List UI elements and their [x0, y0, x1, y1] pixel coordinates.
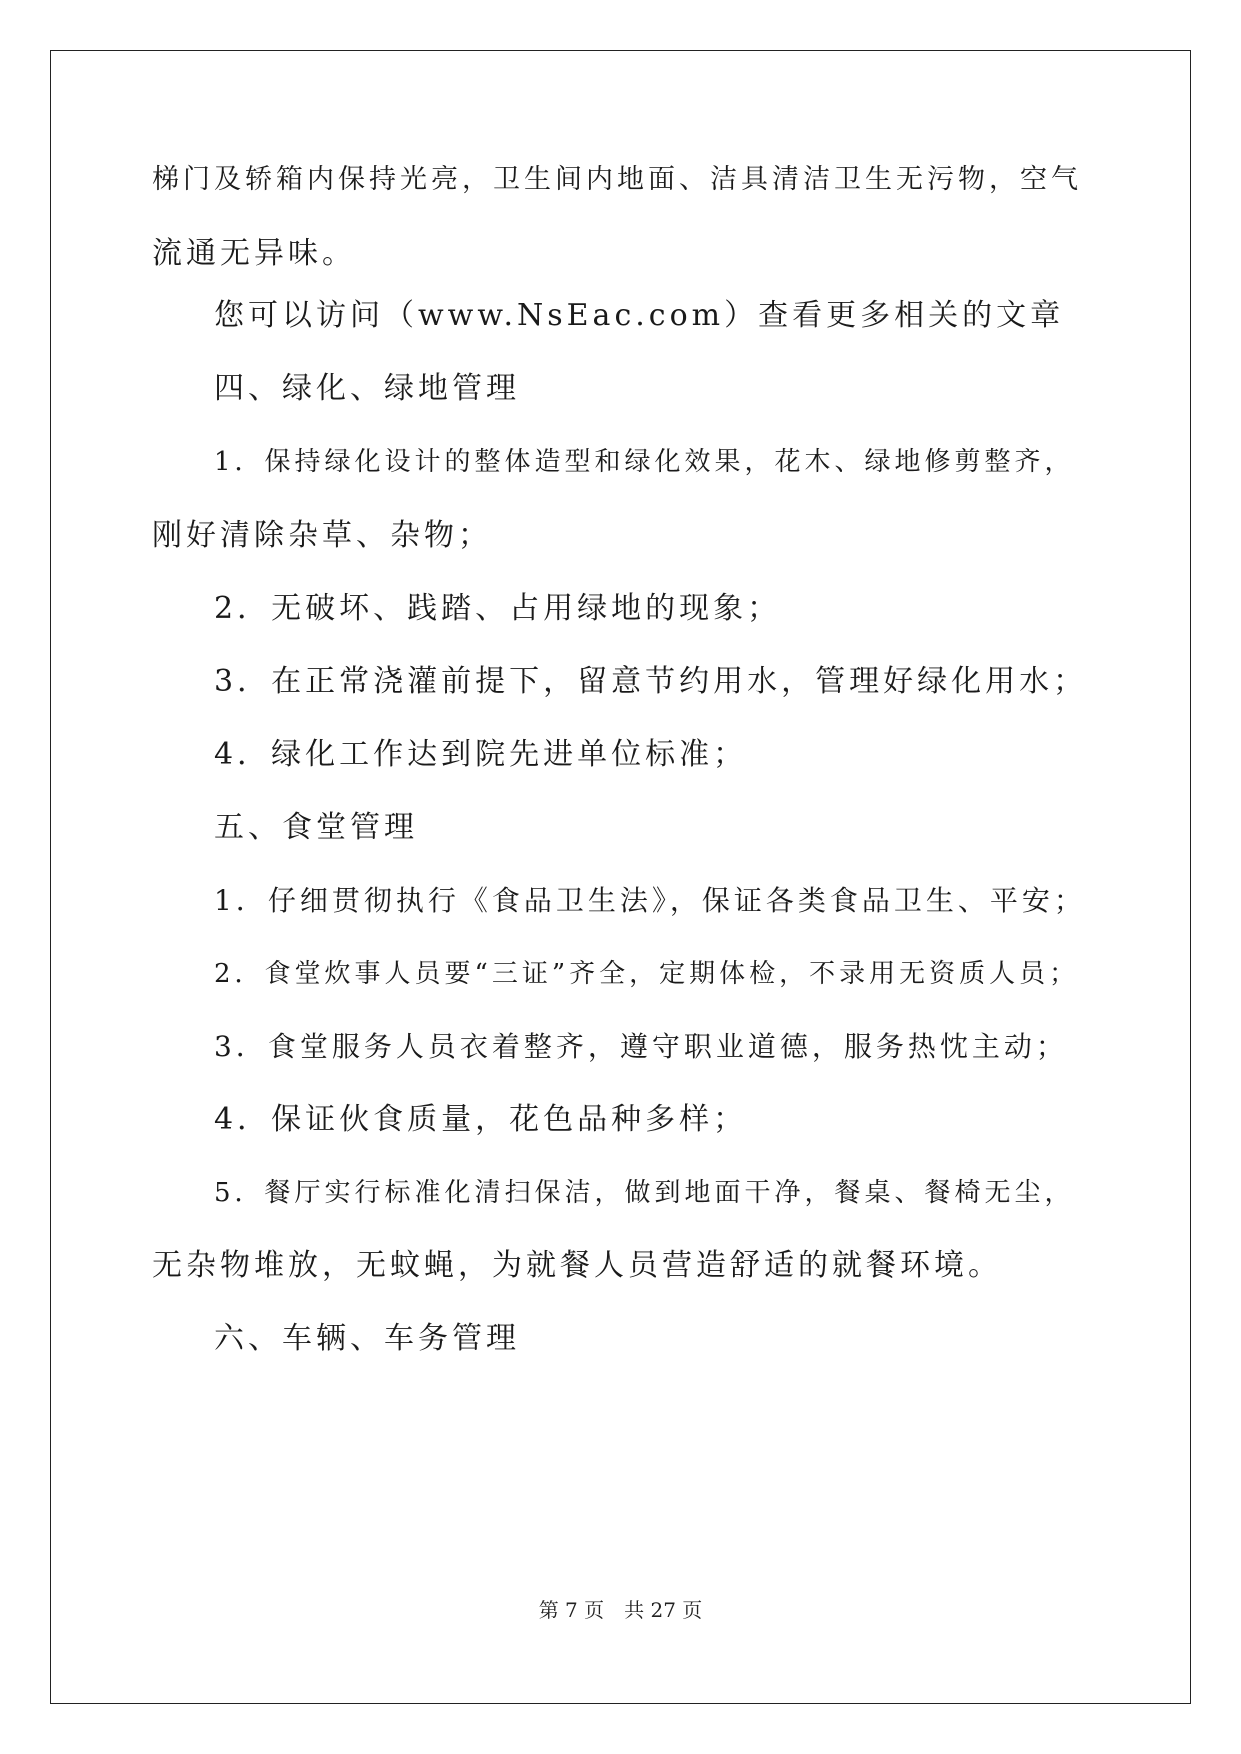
text-line[interactable]: 您可以访问（www.NsEac.com）查看更多相关的文章	[214, 298, 1065, 333]
section-heading: 四、绿化、绿地管理	[214, 371, 520, 406]
section-heading: 五、食堂管理	[214, 810, 418, 845]
list-item: 4．绿化工作达到院先进单位标准；	[214, 737, 748, 772]
text-line: 流通无异味。	[152, 236, 356, 271]
section-heading: 六、车辆、车务管理	[214, 1321, 520, 1356]
list-item: 2．无破坏、践踏、占用绿地的现象；	[214, 591, 782, 626]
list-item: 1．保持绿化设计的整体造型和绿化效果，花木、绿地修剪整齐，	[214, 447, 1075, 477]
list-item: 3．食堂服务人员衣着整齐，遵守职业道德，服务热忱主动；	[214, 1030, 1068, 1063]
list-item: 1．仔细贯彻执行《食品卫生法》，保证各类食品卫生、平安；	[214, 884, 1086, 917]
text-line: 无杂物堆放，无蚊蝇，为就餐人员营造舒适的就餐环境。	[152, 1248, 1002, 1283]
list-item: 3．在正常浇灌前提下，留意节约用水，管理好绿化用水；	[214, 664, 1088, 699]
text-line: 刚好清除杂草、杂物；	[152, 518, 492, 553]
page-number: 第 7 页 共 27 页	[538, 1598, 703, 1622]
list-item: 5．餐厅实行标准化清扫保洁，做到地面干净，餐桌、餐椅无尘，	[214, 1178, 1075, 1208]
page-footer	[0, 1597, 1241, 1623]
list-item: 4．保证伙食质量，花色品种多样；	[214, 1102, 748, 1137]
list-item: 2．食堂炊事人员要“三证”齐全，定期体检，不录用无资质人员；	[214, 959, 1080, 989]
text-line: 梯门及轿箱内保持光亮，卫生间内地面、洁具清洁卫生无污物，空气	[152, 164, 1082, 195]
